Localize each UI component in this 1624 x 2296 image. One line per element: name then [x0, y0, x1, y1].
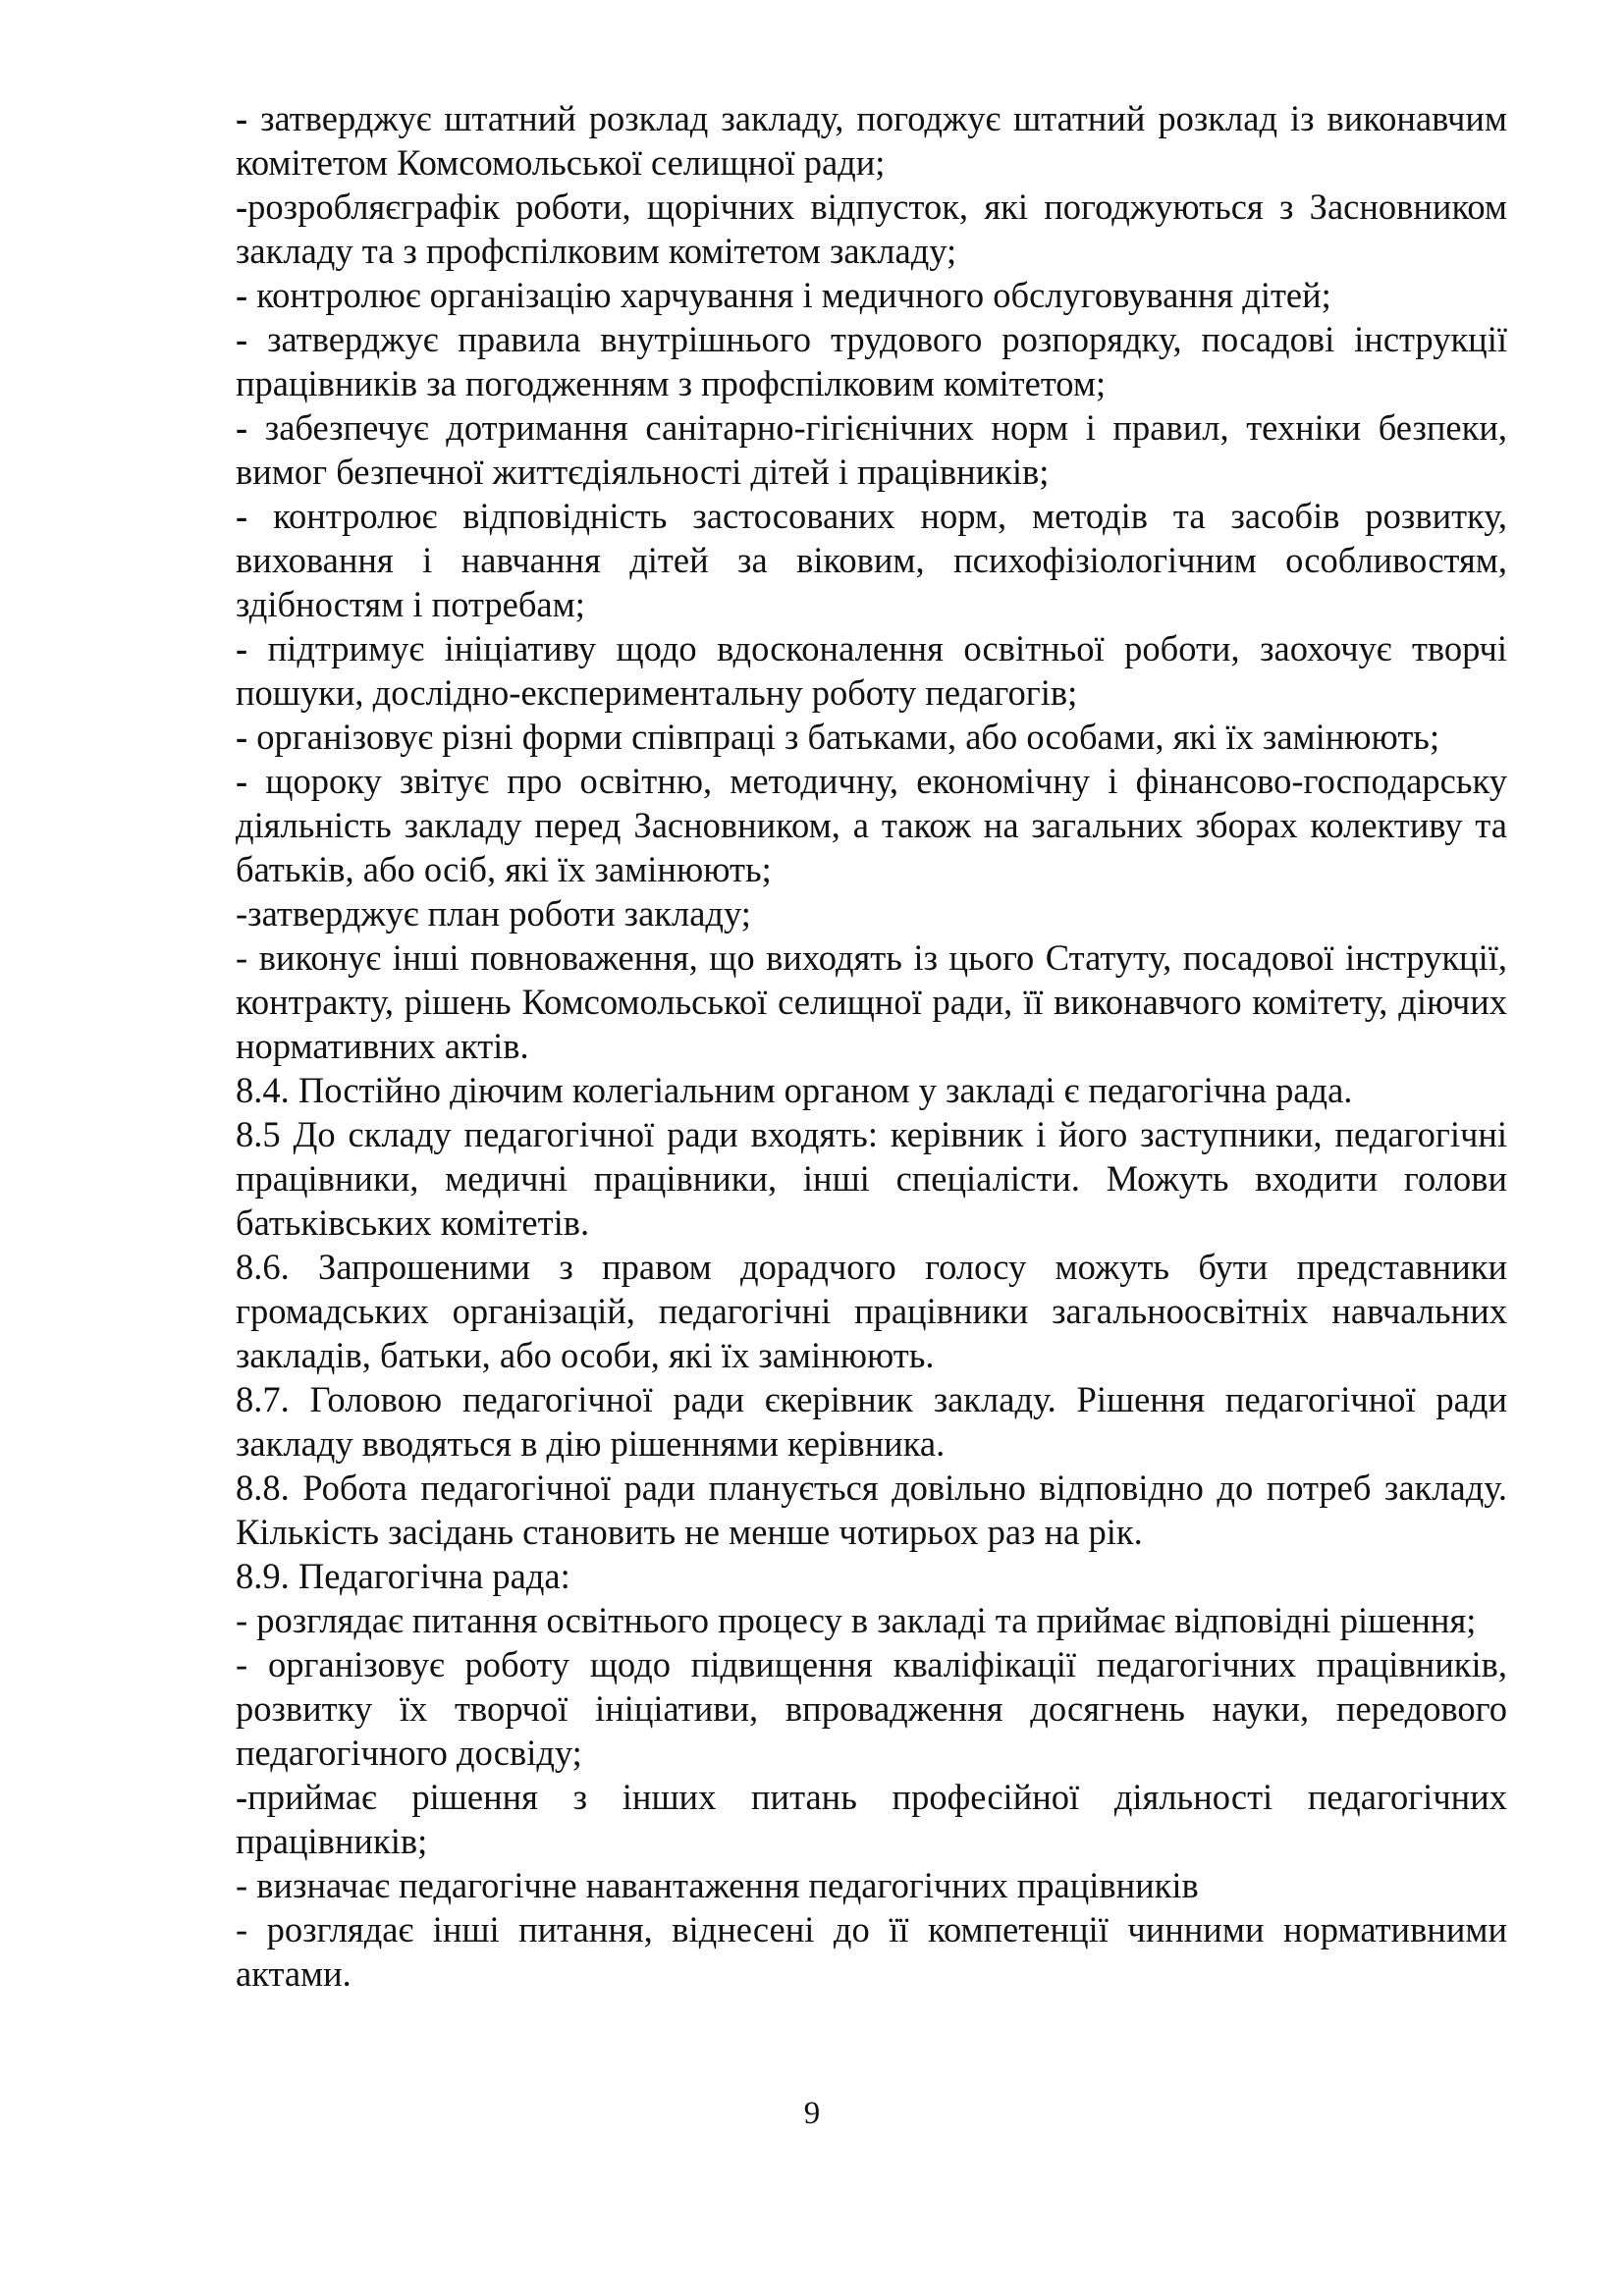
bullet-dash: -: [236, 187, 248, 227]
bullet-dash: -: [236, 717, 248, 757]
paragraph-text: 8.8. Робота педагогічної ради планується довільно відповідно до потреб закладу. Кількість засідань становить не менше чотирьох раз на рік.: [236, 1468, 1507, 1552]
bullet-dash: -: [236, 407, 248, 448]
bullet-dash: -: [236, 628, 248, 668]
paragraph: [236, 1245, 1507, 1377]
paragraph: [236, 759, 1507, 891]
paragraph-text: - виконує інші повноваження, що виходять із цього Статуту, посадової інструкції, контракту, рішень Комсомольської селищної ради, її виконавчого комітету, діючих нормативних актів.: [236, 937, 1507, 1066]
paragraph-text: 8.4. Постійно діючим колегіальним органом у закладі є педагогічна рада.: [236, 1070, 1353, 1110]
bullet-dash: -: [236, 319, 248, 359]
paragraph-text: - розглядає інші питання, віднесені до її компетенції чинними нормативними актами.: [236, 1909, 1507, 1994]
paragraph: [236, 405, 1507, 494]
paragraph-text: організовує різні форми співпраці з батьками, або особами, які їх замінюють;: [247, 717, 1440, 757]
paragraph-text: - розглядає питання освітнього процесу в закладі та приймає відповідні рішення;: [236, 1600, 1477, 1640]
paragraph: [236, 1642, 1507, 1775]
paragraph-text: 8.6. Запрошеними з правом дорадчого голосу можуть бути представники громадських організацій, педагогічні працівники загальноосвітніх навчальних закладів, батьки, або особи, які їх замінюють.: [236, 1247, 1507, 1375]
paragraph-text: затверджує штатний розклад закладу, погоджує штатний розклад із виконавчим комітетом Комсомольської селищної ради;: [236, 98, 1507, 183]
paragraph: [236, 317, 1507, 405]
paragraph: [236, 273, 1507, 317]
paragraph: [236, 1112, 1507, 1245]
paragraph: [236, 1377, 1507, 1466]
paragraph: [236, 1863, 1507, 1907]
bullet-dash: -: [236, 275, 248, 315]
paragraph-text: -затверджує план роботи закладу;: [236, 893, 751, 934]
paragraph: [236, 891, 1507, 935]
paragraph: [236, 1907, 1507, 1996]
page-number: 9: [803, 2096, 821, 2131]
paragraph: [236, 1554, 1507, 1598]
paragraph-text: приймає рішення з інших питань професійної діяльності педагогічних працівників;: [236, 1777, 1507, 1861]
paragraph-text: 8.9. Педагогічна рада:: [236, 1556, 570, 1596]
paragraph: [236, 626, 1507, 715]
paragraph: [236, 494, 1507, 626]
bullet-dash: -: [236, 761, 248, 801]
paragraph: [236, 1775, 1507, 1863]
paragraph: [236, 1598, 1507, 1642]
document-body: [236, 96, 1507, 1996]
paragraph-text: - визначає педагогічне навантаження педагогічних працівників: [236, 1865, 1199, 1905]
paragraph: [236, 185, 1507, 273]
paragraph-text: розробляєграфік роботи, щорічних відпусток, які погоджуються з Засновником закладу та з профспілковим комітетом закладу;: [236, 187, 1507, 271]
paragraph-text: щороку звітує про освітню, методичну, економічну і фінансово-господарську діяльність закладу перед Засновником, а також на загальних зборах колективу та батьків, або осіб, які їх замінюють;: [236, 761, 1507, 889]
paragraph-text: затверджує правила внутрішнього трудового розпорядку, посадові інструкції працівників за погодженням з профспілковим комітетом;: [236, 319, 1507, 403]
bullet-dash: -: [236, 496, 248, 536]
paragraph-text: 8.5 До складу педагогічної ради входять: керівник і його заступники, педагогічні працівники, медичні працівники, інші спеціалісти. Можуть входити голови батьківських комітетів.: [236, 1114, 1507, 1243]
paragraph-text: контролює організацію харчування і медичного обслуговування дітей;: [247, 275, 1331, 315]
bullet-dash: -: [236, 1777, 248, 1817]
paragraph-text: контролює відповідність застосованих норм, методів та засобів розвитку, виховання і навчання дітей за віковим, психофізіологічним особливостям, здібностям і потребам;: [236, 496, 1507, 624]
paragraph: [236, 935, 1507, 1068]
paragraph: [236, 1068, 1507, 1112]
paragraph: [236, 1466, 1507, 1554]
paragraph-text: - організовує роботу щодо підвищення кваліфікації педагогічних працівників, розвитку їх творчої ініціативи, впровадження досягнень науки, передового педагогічного досвіду;: [236, 1644, 1507, 1773]
paragraph-text: забезпечує дотримання санітарно-гігієнічних норм і правил, техніки безпеки, вимог безпечної життєдіяльності дітей і працівників;: [236, 407, 1507, 492]
bullet-dash: -: [236, 98, 248, 138]
paragraph: [236, 96, 1507, 185]
paragraph: [236, 715, 1507, 759]
paragraph-text: 8.7. Головою педагогічної ради єкерівник закладу. Рішення педагогічної ради закладу вводяться в дію рішеннями керівника.: [236, 1379, 1507, 1464]
paragraph-text: підтримує ініціативу щодо вдосконалення освітньої роботи, заохочує творчі пошуки, дослідно-експериментальну роботу педагогів;: [236, 628, 1507, 713]
